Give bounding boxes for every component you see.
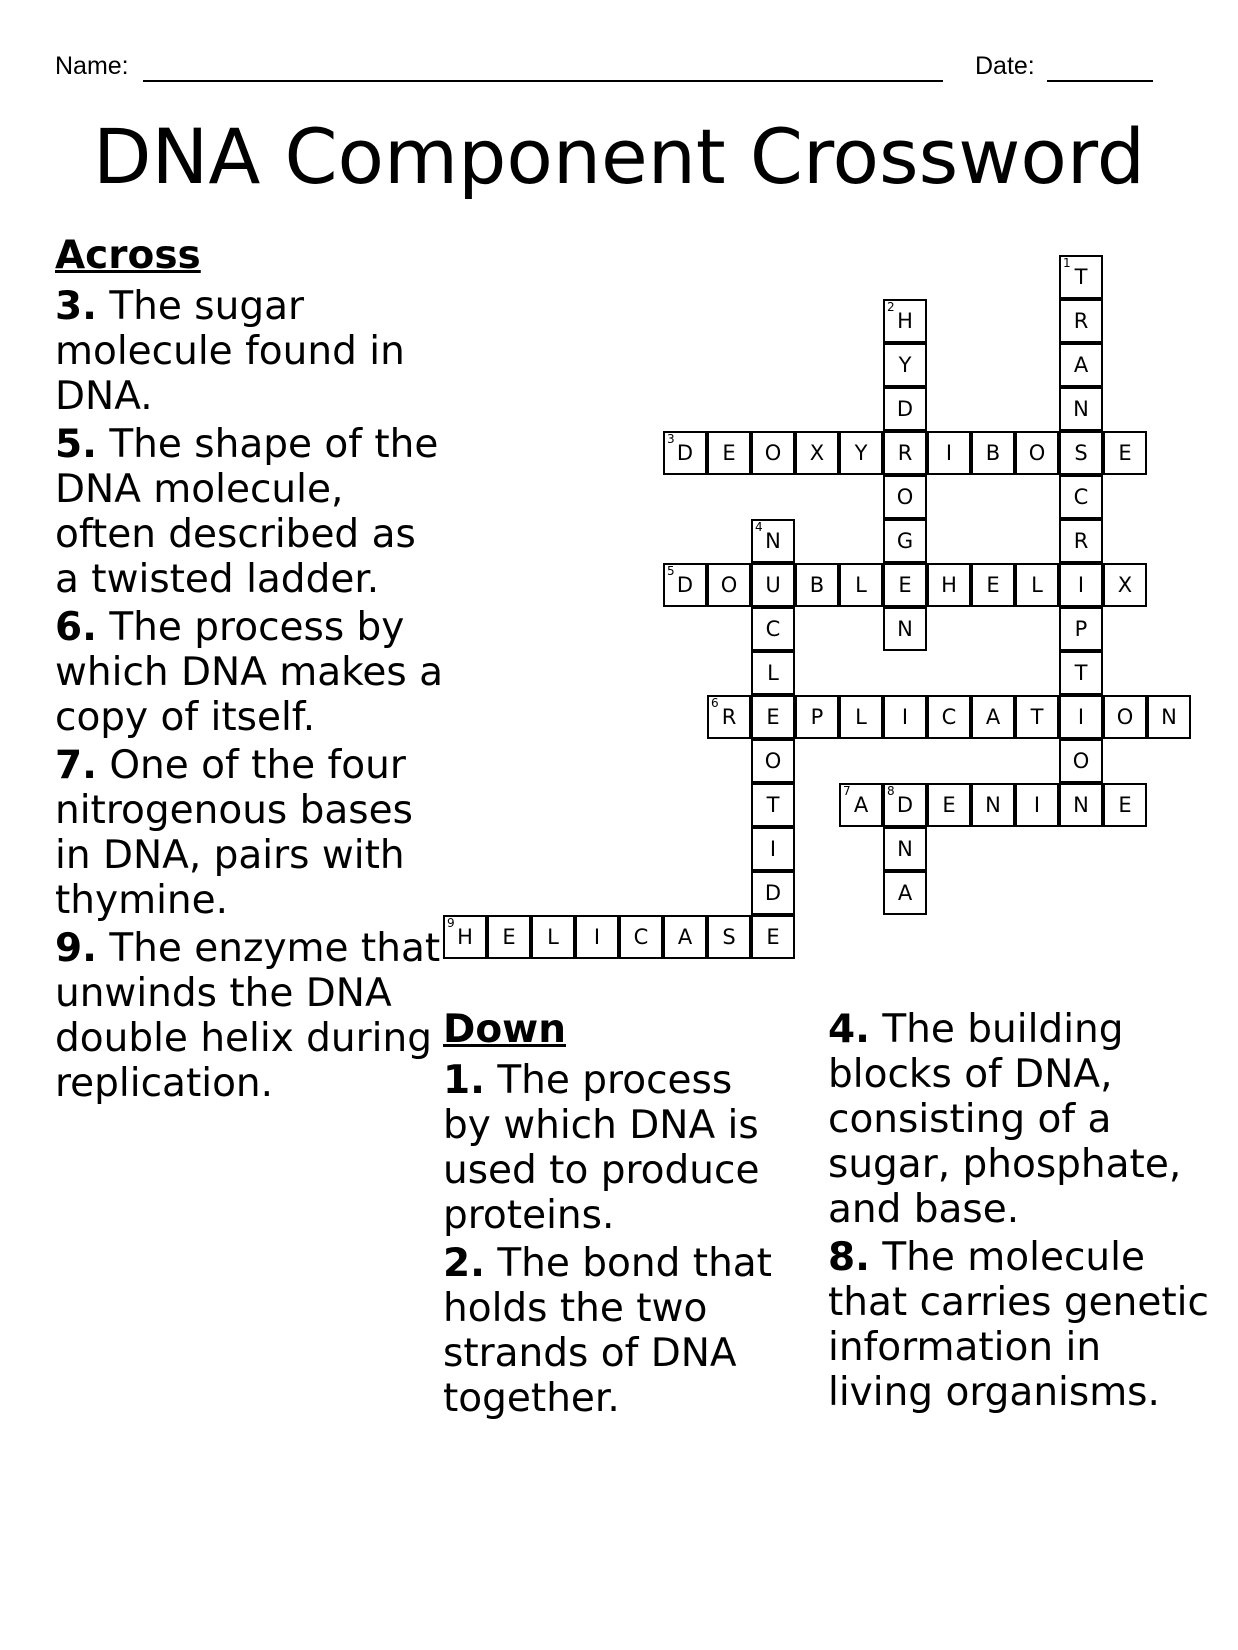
cell-number: 9: [447, 916, 455, 930]
clue-number: 1.: [443, 1058, 485, 1103]
cell-letter: I: [769, 837, 777, 861]
cell-letter: B: [985, 441, 1001, 465]
crossword-cell[interactable]: [927, 563, 971, 607]
crossword-cell[interactable]: [707, 563, 751, 607]
cell-letter: E: [722, 441, 736, 465]
cell-letter: A: [677, 925, 693, 949]
cell-letter: X: [1117, 573, 1133, 597]
down-heading: Down: [443, 1007, 566, 1052]
crossword-cell[interactable]: [751, 871, 795, 915]
cell-letter: P: [810, 705, 824, 729]
cell-letter: L: [767, 661, 779, 685]
cell-letter: L: [855, 705, 867, 729]
cell-number: 7: [843, 784, 851, 798]
cell-letter: E: [942, 793, 956, 817]
crossword-cell[interactable]: [1015, 563, 1059, 607]
crossword-cell[interactable]: [707, 695, 751, 739]
crossword-cell[interactable]: [927, 431, 971, 475]
cell-letter: O: [764, 749, 782, 773]
cell-letter: I: [1077, 705, 1085, 729]
crossword-cell[interactable]: [883, 827, 927, 871]
crossword-cell[interactable]: [927, 783, 971, 827]
cell-letter: B: [809, 573, 825, 597]
crossword-cell[interactable]: [707, 431, 751, 475]
name-label: Name:: [55, 52, 129, 80]
crossword-cell[interactable]: [839, 431, 883, 475]
cell-letter: R: [897, 441, 913, 465]
crossword-cell[interactable]: [751, 915, 795, 959]
clue-number: 4.: [828, 1007, 870, 1052]
cell-letter: N: [1161, 705, 1177, 729]
across-heading: Across: [55, 233, 201, 278]
crossword-cell[interactable]: [1103, 563, 1147, 607]
crossword-cell[interactable]: [795, 431, 839, 475]
cell-letter: L: [547, 925, 559, 949]
cell-letter: E: [766, 705, 780, 729]
cell-letter: N: [985, 793, 1001, 817]
cell-letter: I: [901, 705, 909, 729]
cell-letter: I: [1033, 793, 1041, 817]
crossword-cell[interactable]: [883, 871, 927, 915]
cell-letter: T: [1030, 705, 1044, 729]
cell-letter: R: [1073, 529, 1089, 553]
cell-number: 3: [667, 432, 675, 446]
cell-letter: X: [809, 441, 825, 465]
cell-letter: L: [1031, 573, 1043, 597]
crossword-cell[interactable]: [1103, 431, 1147, 475]
down-clue: [443, 1058, 783, 1238]
crossword-cell[interactable]: [1103, 783, 1147, 827]
crossword-cell[interactable]: [1103, 695, 1147, 739]
cell-letter: C: [941, 705, 957, 729]
cell-letter: T: [766, 793, 780, 817]
clue-text: The shape of the DNA molecule, often described as a twisted ladder.: [55, 422, 439, 602]
clue-text: One of the four nitrogenous bases in DNA, pairs with thymine.: [55, 743, 413, 923]
date-label: Date:: [975, 52, 1035, 80]
crossword-cell[interactable]: [1059, 651, 1103, 695]
cell-letter: S: [722, 925, 736, 949]
cell-letter: D: [896, 397, 914, 421]
clue-number: 3.: [55, 284, 97, 329]
cell-letter: Y: [898, 353, 912, 377]
crossword-cell[interactable]: [575, 915, 619, 959]
crossword-cell[interactable]: [971, 431, 1015, 475]
crossword-cell[interactable]: [883, 299, 927, 343]
cell-number: 6: [711, 696, 719, 710]
crossword-cell[interactable]: [971, 783, 1015, 827]
cell-letter: T: [1074, 265, 1088, 289]
cell-letter: N: [897, 617, 913, 641]
down-clues-column-1: [443, 1007, 783, 1424]
clue-number: 9.: [55, 926, 97, 971]
clue-number: 5.: [55, 422, 97, 467]
cell-letter: O: [1072, 749, 1090, 773]
cell-letter: I: [593, 925, 601, 949]
cell-letter: N: [1073, 397, 1089, 421]
crossword-cell[interactable]: [751, 607, 795, 651]
crossword-cell[interactable]: [707, 915, 751, 959]
crossword-cell[interactable]: [751, 739, 795, 783]
cell-letter: O: [764, 441, 782, 465]
cell-letter: I: [945, 441, 953, 465]
crossword-cell[interactable]: [883, 563, 927, 607]
cell-letter: A: [985, 705, 1001, 729]
clue-text: The process by which DNA makes a copy of itself.: [55, 605, 443, 740]
cell-number: 8: [887, 784, 895, 798]
cell-letter: O: [1116, 705, 1134, 729]
crossword-cell[interactable]: [619, 915, 663, 959]
down-clue: [443, 1241, 783, 1421]
down-clue: [828, 1007, 1218, 1232]
crossword-cell[interactable]: [883, 519, 927, 563]
crossword-cell[interactable]: [1059, 607, 1103, 651]
crossword-cell[interactable]: [663, 563, 707, 607]
down-clues-column-2: [828, 1007, 1218, 1418]
crossword-cell[interactable]: [1059, 695, 1103, 739]
crossword-cell[interactable]: [1059, 255, 1103, 299]
cell-letter: E: [986, 573, 1000, 597]
crossword-cell[interactable]: [1059, 431, 1103, 475]
cell-letter: C: [765, 617, 781, 641]
cell-letter: L: [855, 573, 867, 597]
cell-letter: H: [897, 309, 913, 333]
crossword-cell[interactable]: [971, 563, 1015, 607]
clue-text: The process by which DNA is used to produce proteins.: [443, 1058, 760, 1238]
crossword-cell[interactable]: [795, 695, 839, 739]
clue-number: 8.: [828, 1235, 870, 1280]
cell-letter: H: [941, 573, 957, 597]
cell-letter: D: [676, 441, 694, 465]
cell-number: 2: [887, 300, 895, 314]
cell-letter: A: [853, 793, 869, 817]
crossword-cell[interactable]: [839, 563, 883, 607]
clue-number: 6.: [55, 605, 97, 650]
crossword-cell[interactable]: [795, 563, 839, 607]
cell-letter: U: [765, 573, 781, 597]
cell-letter: S: [1074, 441, 1088, 465]
page-title: DNA Component Crossword: [92, 112, 1146, 201]
cell-letter: N: [897, 837, 913, 861]
cell-number: 5: [667, 564, 675, 578]
cell-letter: N: [1073, 793, 1089, 817]
crossword-cell[interactable]: [1059, 343, 1103, 387]
across-clue: [55, 605, 445, 740]
crossword-cell[interactable]: [883, 783, 927, 827]
across-clue: [55, 422, 445, 602]
crossword-cell[interactable]: [1059, 519, 1103, 563]
clue-text: The enzyme that unwinds the DNA double helix during replication.: [55, 926, 441, 1106]
crossword-cell[interactable]: [971, 695, 1015, 739]
cell-letter: A: [897, 881, 913, 905]
cell-letter: C: [1073, 485, 1089, 509]
cell-letter: O: [720, 573, 738, 597]
crossword-cell[interactable]: [883, 695, 927, 739]
cell-number: 4: [755, 520, 763, 534]
crossword-cell[interactable]: [927, 695, 971, 739]
cell-letter: E: [1118, 793, 1132, 817]
crossword-cell[interactable]: [883, 343, 927, 387]
crossword-cell[interactable]: [751, 519, 795, 563]
cell-letter: I: [1077, 573, 1085, 597]
crossword-cell[interactable]: [751, 695, 795, 739]
cell-letter: A: [1073, 353, 1089, 377]
name-input-line[interactable]: [143, 80, 943, 82]
crossword-cell[interactable]: [751, 783, 795, 827]
clue-number: 2.: [443, 1241, 485, 1286]
date-input-line[interactable]: [1047, 80, 1153, 82]
crossword-cell[interactable]: [751, 563, 795, 607]
crossword-cell[interactable]: [663, 431, 707, 475]
crossword-cell[interactable]: [1015, 695, 1059, 739]
across-clue: [55, 284, 445, 419]
crossword-cell[interactable]: [1059, 299, 1103, 343]
crossword-cell[interactable]: [1015, 783, 1059, 827]
cell-letter: E: [898, 573, 912, 597]
crossword-cell[interactable]: [751, 431, 795, 475]
crossword-cell[interactable]: [883, 475, 927, 519]
crossword-cell[interactable]: [531, 915, 575, 959]
crossword-cell[interactable]: [839, 783, 883, 827]
cell-number: 1: [1063, 256, 1071, 270]
crossword-cell[interactable]: [1059, 739, 1103, 783]
crossword-cell[interactable]: [883, 431, 927, 475]
cell-letter: H: [457, 925, 473, 949]
cell-letter: P: [1074, 617, 1088, 641]
cell-letter: T: [1074, 661, 1088, 685]
clue-text: The sugar molecule found in DNA.: [55, 284, 405, 419]
cell-letter: E: [766, 925, 780, 949]
across-clue: [55, 743, 445, 923]
down-clue: [828, 1235, 1218, 1415]
cell-letter: G: [896, 529, 914, 553]
crossword-cell[interactable]: [487, 915, 531, 959]
cell-letter: E: [502, 925, 516, 949]
cell-letter: N: [765, 529, 781, 553]
crossword-cell[interactable]: [751, 827, 795, 871]
crossword-cell[interactable]: [1059, 563, 1103, 607]
crossword-cell[interactable]: [883, 607, 927, 651]
crossword-cell[interactable]: [839, 695, 883, 739]
across-clue: [55, 926, 445, 1106]
crossword-cell[interactable]: [1015, 431, 1059, 475]
across-clues: [55, 233, 445, 1109]
clue-text: The molecule that carries genetic information in living organisms.: [828, 1235, 1209, 1415]
cell-letter: C: [633, 925, 649, 949]
cell-letter: O: [1028, 441, 1046, 465]
crossword-cell[interactable]: [883, 387, 927, 431]
cell-letter: E: [1118, 441, 1132, 465]
cell-letter: R: [1073, 309, 1089, 333]
cell-letter: D: [896, 793, 914, 817]
crossword-cell[interactable]: [1059, 783, 1103, 827]
crossword-cell[interactable]: [1059, 387, 1103, 431]
clue-text: The bond that holds the two strands of DNA together.: [443, 1241, 772, 1421]
cell-letter: R: [721, 705, 737, 729]
crossword-cell[interactable]: [751, 651, 795, 695]
clue-number: 7.: [55, 743, 97, 788]
cell-letter: O: [896, 485, 914, 509]
crossword-cell[interactable]: [1147, 695, 1191, 739]
clue-text: The building blocks of DNA, consisting of a sugar, phosphate, and base.: [828, 1007, 1182, 1232]
crossword-cell[interactable]: [1059, 475, 1103, 519]
crossword-cell[interactable]: [663, 915, 707, 959]
crossword-cell[interactable]: [443, 915, 487, 959]
cell-letter: Y: [854, 441, 868, 465]
cell-letter: D: [676, 573, 694, 597]
cell-letter: D: [764, 881, 782, 905]
